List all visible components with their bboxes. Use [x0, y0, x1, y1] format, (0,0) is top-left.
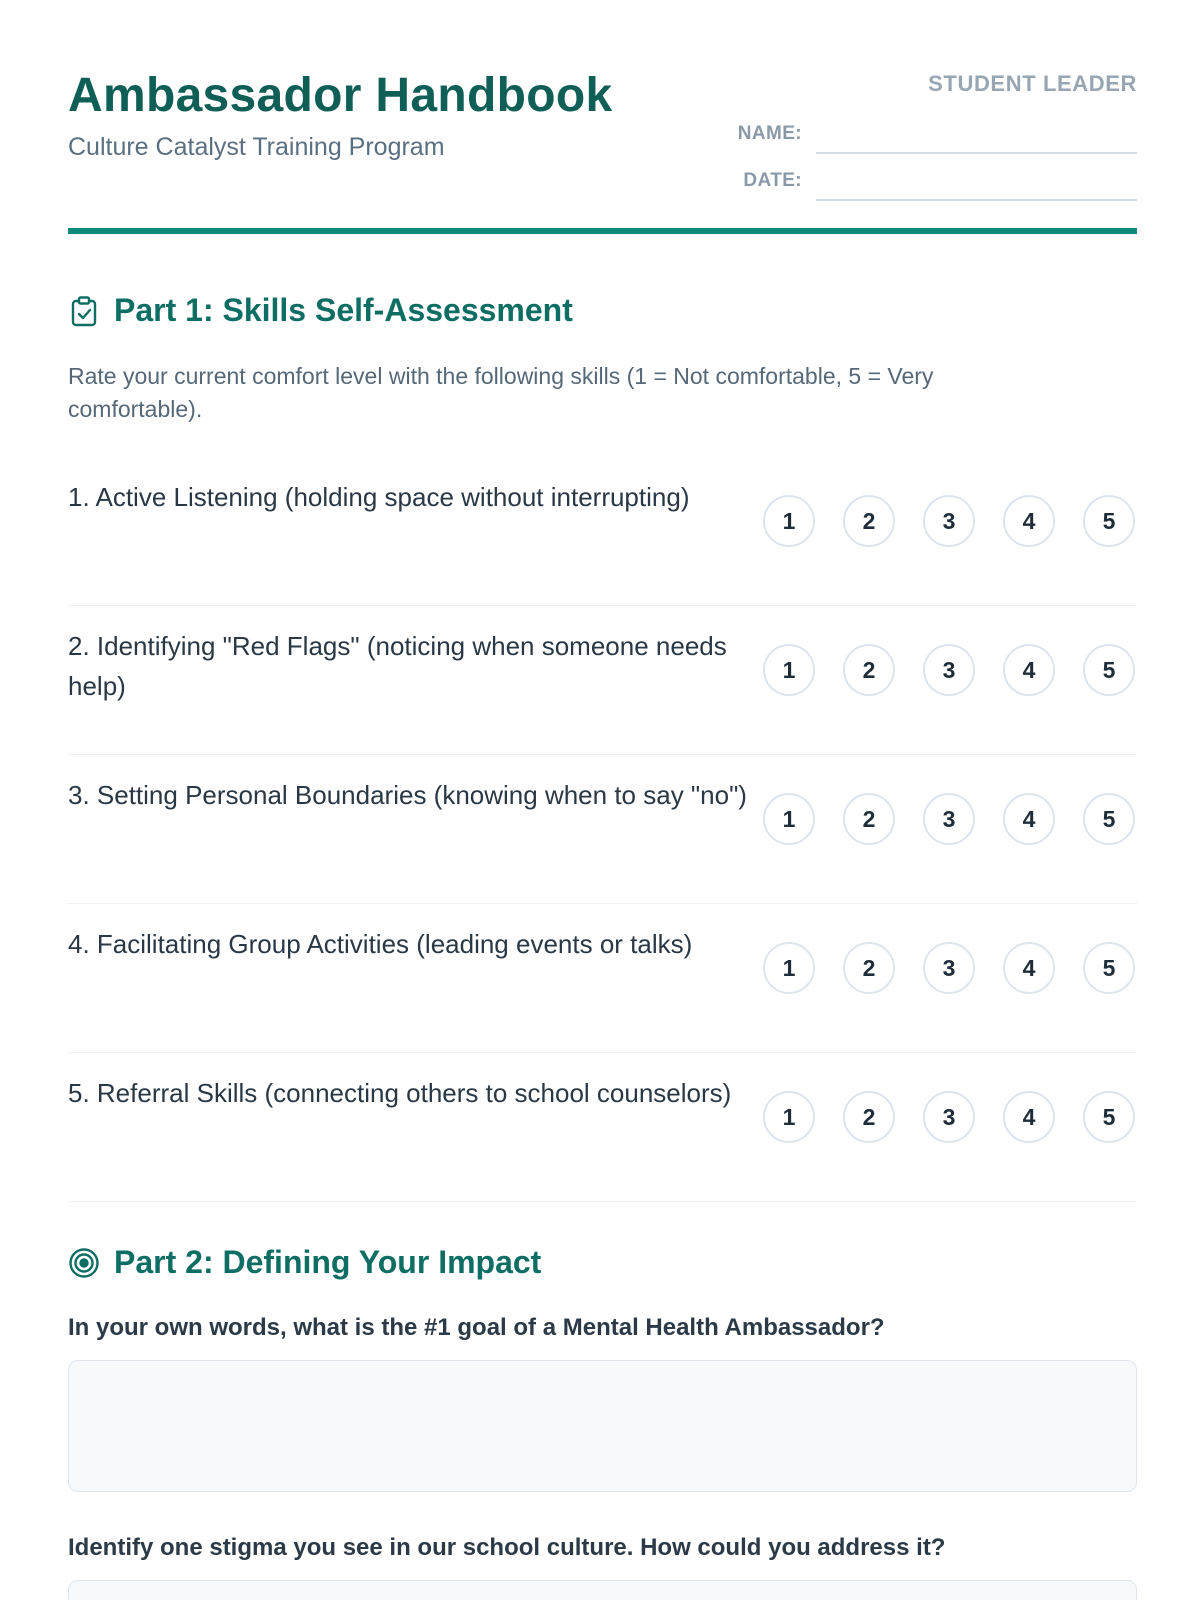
skill-row	[68, 755, 1137, 904]
page-subtitle: Culture Catalyst Training Program	[68, 133, 445, 161]
part1-title: Part 1: Skills Self-Assessment	[114, 292, 573, 328]
rating-option-2[interactable]: 2	[843, 793, 895, 845]
name-field[interactable]	[816, 112, 1137, 154]
rating-option-5[interactable]: 5	[1083, 1091, 1135, 1143]
date-label: DATE:	[743, 170, 802, 191]
header-divider	[68, 228, 1137, 234]
name-label: NAME:	[737, 123, 802, 144]
rating-scale	[763, 495, 1137, 547]
rating-option-3[interactable]: 3	[923, 495, 975, 547]
question-goal: In your own words, what is the #1 goal of a Mental Health Ambassador?	[68, 1314, 885, 1341]
part1-instructions: Rate your current comfort level with the following skills (1 = Not comfortable, 5 = Very comfortable).	[68, 363, 934, 422]
rating-option-3[interactable]: 3	[923, 644, 975, 696]
name-field-row	[717, 112, 1137, 152]
part2-heading	[68, 1244, 1137, 1284]
skill-row	[68, 904, 1137, 1053]
rating-option-3[interactable]: 3	[923, 942, 975, 994]
rating-option-1[interactable]: 1	[763, 1091, 815, 1143]
part1-heading	[68, 292, 1137, 332]
date-field[interactable]	[816, 159, 1137, 201]
rating-option-3[interactable]: 3	[923, 1091, 975, 1143]
rating-option-2[interactable]: 2	[843, 1091, 895, 1143]
part2-title: Part 2: Defining Your Impact	[114, 1244, 542, 1280]
rating-option-4[interactable]: 4	[1003, 793, 1055, 845]
skill-row	[68, 457, 1137, 606]
rating-option-2[interactable]: 2	[843, 942, 895, 994]
rating-option-5[interactable]: 5	[1083, 495, 1135, 547]
answer-stigma-field[interactable]	[68, 1580, 1137, 1600]
handbook-page	[68, 0, 1137, 1600]
answer-goal-field[interactable]	[68, 1360, 1137, 1492]
rating-scale	[763, 1091, 1137, 1143]
rating-option-3[interactable]: 3	[923, 793, 975, 845]
skill-label: 5. Referral Skills (connecting others to school counselors)	[68, 1078, 732, 1108]
rating-scale	[763, 793, 1137, 845]
rating-scale	[763, 942, 1137, 994]
page-header	[68, 0, 1137, 234]
rating-option-4[interactable]: 4	[1003, 942, 1055, 994]
clipboard-check-icon	[68, 295, 100, 327]
rating-option-1[interactable]: 1	[763, 793, 815, 845]
rating-option-5[interactable]: 5	[1083, 793, 1135, 845]
skill-label: 4. Facilitating Group Activities (leading events or talks)	[68, 929, 693, 959]
question-stigma: Identify one stigma you see in our school culture. How could you address it?	[68, 1534, 946, 1561]
rating-option-1[interactable]: 1	[763, 942, 815, 994]
rating-option-2[interactable]: 2	[843, 495, 895, 547]
skill-row	[68, 606, 1137, 755]
role-label: STUDENT LEADER	[928, 71, 1137, 96]
rating-scale	[763, 644, 1137, 696]
skill-label: 1. Active Listening (holding space without interrupting)	[68, 482, 690, 512]
target-icon	[68, 1247, 100, 1279]
rating-option-5[interactable]: 5	[1083, 942, 1135, 994]
skill-row	[68, 1053, 1137, 1202]
rating-option-2[interactable]: 2	[843, 644, 895, 696]
rating-option-1[interactable]: 1	[763, 644, 815, 696]
rating-option-1[interactable]: 1	[763, 495, 815, 547]
skill-label: 2. Identifying "Red Flags" (noticing when someone needs help)	[68, 631, 727, 701]
rating-option-4[interactable]: 4	[1003, 644, 1055, 696]
page-title: Ambassador Handbook	[68, 69, 613, 122]
rating-option-4[interactable]: 4	[1003, 1091, 1055, 1143]
rating-option-5[interactable]: 5	[1083, 644, 1135, 696]
date-field-row	[717, 159, 1137, 199]
rating-option-4[interactable]: 4	[1003, 495, 1055, 547]
skill-label: 3. Setting Personal Boundaries (knowing when to say "no")	[68, 780, 747, 810]
